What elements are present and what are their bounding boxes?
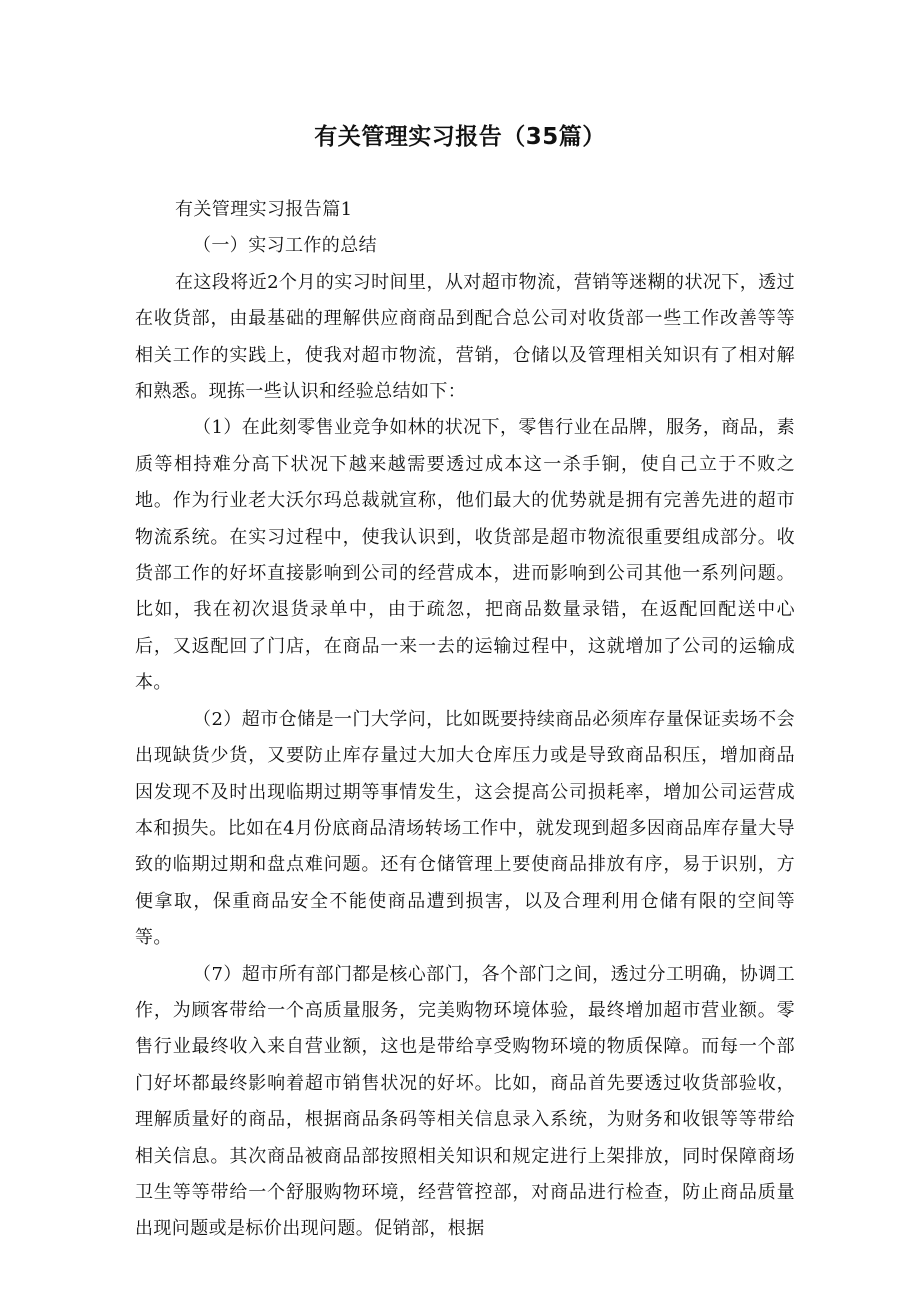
document-title: 有关管理实习报告（35篇） (314, 124, 606, 150)
paragraph-point-7: （7）超市所有部门都是核心部门，各个部门之间，透过分工明确，协调工作，为顾客带给一个高质量服务，完美购物环境体验，最终增加超市营业额。零售行业最终收入来自营业额，这也是带给享受购物环境的物质保障。而每一个部门好坏都最终影响着超市销售状况的好坏。比如，商品首先要透过收货部验收，理解质量好的商品，根据商品条码等相关信息录入系统，为财务和收银等等带给相关信息。其次商品被商品部按照相关知识和规定进行上架排放，同时保障商场卫生等等带给一个舒服购物环境，经营管控部，对商品进行检查，防止商品质量出现问题或是标价出现问题。促销部，根据 (135, 963, 795, 1240)
paragraph-point-1: （1）在此刻零售业竞争如林的状况下，零售行业在品牌，服务，商品，素质等相持难分高下状况下越来越需要透过成本这一杀手锏，使自己立于不败之地。作为行业老大沃尔玛总裁就宣称，他们最大的优势就是拥有完善先进的超市物流系统。在实习过程中，使我认识到，收货部是超市物流很重要组成部分。收货部工作的好坏直接影响到公司的经营成本，进而影响到公司其他一系列问题。比如，我在初次退货录单中，由于疏忽，把商品数量录错，在返配回配送中心后，又返配回了门店，在商品一来一去的运输过程中，这就增加了公司的运输成本。 (135, 417, 795, 694)
section-heading: 有关管理实习报告篇1 (175, 199, 353, 220)
document-body (135, 192, 795, 1248)
subheading: （一）实习工作的总结 (193, 235, 377, 257)
paragraph-point-2: （2）超市仓储是一门大学问，比如既要持续商品必须库存量保证卖场不会出现缺货少货，又要防止库存量过大加大仓库压力或是导致商品积压，增加商品因发现不及时出现临期过期等事情发生，这会提高公司损耗率，增加公司运营成本和损失。比如在4月份底商品清场转场工作中，就发现到超多因商品库存量大导致的临期过期和盘点难问题。还有仓储管理上要使商品排放有序，易于识别，方便拿取，保重商品安全不能使商品遭到损害，以及合理利用仓储有限的空间等等。 (135, 708, 795, 949)
paragraph-intro: 在这段将近2个月的实习时间里，从对超市物流，营销等迷糊的状况下，透过在收货部，由最基础的理解供应商商品到配合总公司对收货部一些工作改善等等相关工作的实践上，使我对超市物流，营销，仓储以及管理相关知识有了相对解和熟悉。现拣一些认识和经验总结如下： (135, 271, 795, 403)
